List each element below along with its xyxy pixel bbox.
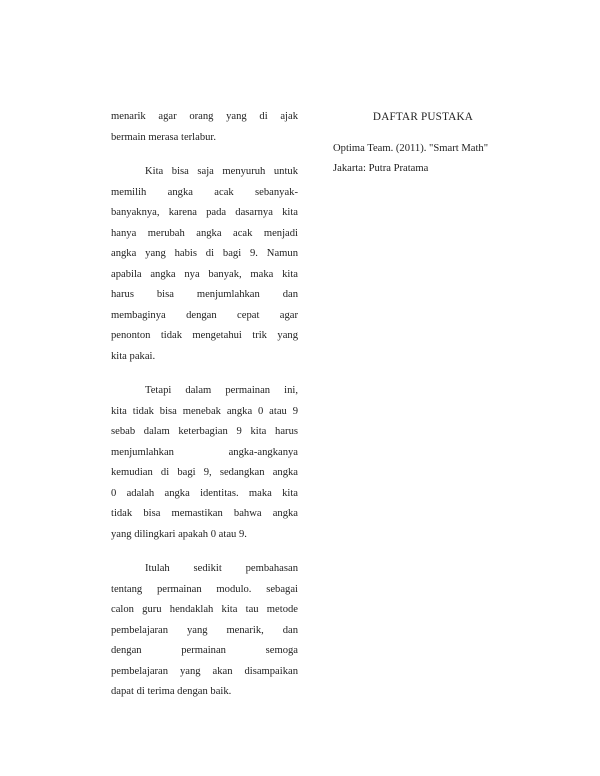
body-paragraph bbox=[111, 162, 298, 367]
text-line: banyaknya, karena pada dasarnya kita bbox=[111, 207, 298, 218]
text-line: angka yang habis di bagi 9. Namun bbox=[111, 248, 298, 259]
text-line: pembelajaran yang akan disampaikan bbox=[111, 665, 298, 677]
text-line: dengan permainan semoga bbox=[111, 645, 298, 656]
opening-paragraph bbox=[111, 107, 298, 148]
body-paragraph bbox=[111, 381, 298, 545]
right-column bbox=[333, 107, 513, 180]
text-line: tidak bisa memastikan bahwa angka bbox=[111, 508, 298, 519]
references-title: DAFTAR PUSTAKA bbox=[372, 111, 474, 123]
text-line: hanya merubah angka acak menjadi bbox=[111, 227, 298, 239]
text-line: menjumlahkan angka-angkanya bbox=[111, 446, 298, 458]
text-line: kita pakai. bbox=[111, 350, 156, 362]
text-line: pembelajaran yang menarik, dan bbox=[111, 624, 298, 636]
text-line: tentang permainan modulo. sebagai bbox=[111, 583, 298, 595]
text-line: Tetapi dalam permainan ini, bbox=[145, 385, 298, 396]
text-line: membaginya dengan cepat agar bbox=[111, 309, 298, 321]
text-line: dapat di terima dengan baik. bbox=[111, 686, 232, 697]
body-paragraph bbox=[111, 559, 298, 703]
text-line: Itulah sedikit pembahasan bbox=[145, 563, 298, 574]
text-line: memilih angka acak sebanyak- bbox=[111, 186, 298, 198]
text-line: bermain merasa terlabur. bbox=[111, 131, 217, 143]
reference-line: Optima Team. (2011). "Smart Math" bbox=[333, 142, 489, 154]
reference-entry bbox=[333, 139, 513, 180]
text-line: menarik agar orang yang di ajak bbox=[111, 111, 298, 122]
text-line: harus bisa menjumlahkan dan bbox=[111, 289, 298, 300]
text-line: 0 adalah angka identitas. maka kita bbox=[111, 487, 298, 499]
left-column bbox=[111, 107, 298, 703]
text-line: Kita bisa saja menyuruh untuk bbox=[145, 166, 298, 177]
text-line: apabila angka nya banyak, maka kita bbox=[111, 268, 298, 280]
text-line: kemudian di bagi 9, sedangkan angka bbox=[111, 467, 298, 478]
text-line: penonton tidak mengetahui trik yang bbox=[111, 330, 298, 341]
text-line: kita tidak bisa menebak angka 0 atau 9 bbox=[111, 405, 298, 417]
text-line: calon guru hendaklah kita tau metode bbox=[111, 604, 298, 615]
text-line: yang dilingkari apakah 0 atau 9. bbox=[111, 528, 247, 540]
text-line: sebab dalam keterbagian 9 kita harus bbox=[111, 426, 298, 437]
reference-line: Jakarta: Putra Pratama bbox=[333, 163, 429, 174]
